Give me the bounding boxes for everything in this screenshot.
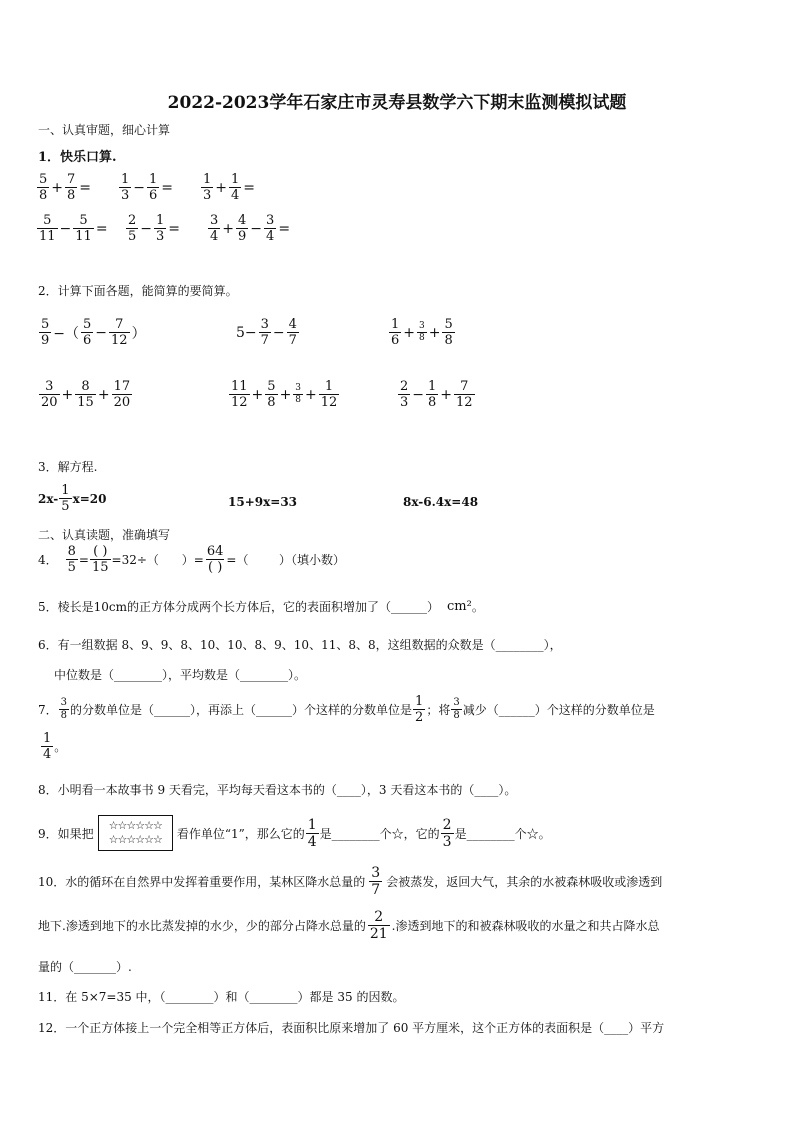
star-icon: ☆☆☆☆☆☆ — [108, 833, 162, 846]
page-title: 2022-2023学年石家庄市灵寿县数学六下期末监测模拟试题 — [167, 93, 627, 113]
q1-item-5: $\frac{2}{5}$ − $\frac{1}{3}$ = — [128, 213, 181, 244]
q10-line-2: 地下.渗透到地下的水比蒸发掉的水少，少的部分占降水总量的 $\frac{2}{21}$ .渗透到地下的和被森林吸收的水量之和共占降水总 — [38, 909, 660, 942]
q2-expr-3: $\frac{1}{6}$ + $\frac{3}{8}$ + $\frac{5}{8}$ — [391, 317, 453, 348]
fraction: $\frac{5}{8}$ — [39, 172, 48, 203]
q1-label: 1．快乐口算. — [38, 150, 117, 165]
q2-expr-4: $\frac{3}{20}$ + $\frac{8}{15}$ + $\frac{17}{20}$ — [41, 379, 131, 410]
q3-equation-1: 2x- $\frac{1}{5}$ x=20 — [38, 483, 107, 514]
q6-line-2: 中位数是（________），平均数是（________）。 — [54, 668, 307, 682]
q9: 9．如果把 ☆☆☆☆☆☆ ☆☆☆☆☆☆ 看作单位“1”，那么它的 $\frac{1}{4}$ 是________个☆，它的 $\frac{2}{3}$ 是________个☆。 — [38, 816, 551, 850]
q1-item-4: $\frac{5}{11}$ − $\frac{5}{11}$ = — [39, 213, 108, 244]
q8: 8．小明看一本故事书 9 天看完，平均每天看这本书的（____），3 天看这本书的（____）。 — [38, 783, 517, 797]
q4: 4． $\frac{8}{5}$ = $\frac{( )}{15}$ =32÷（ ）= $\frac{64}{( )}$ =（ ）（填小数） — [38, 544, 345, 575]
q6-line-1: 6．有一组数据 8、9、9、8、10、10、8、9、10、11、8、8，这组数据的众数是（________）， — [38, 638, 562, 652]
q7-line-2: $\frac{1}{4}$ 。 — [43, 731, 67, 762]
q10-line-3: 量的（_______）. — [38, 960, 132, 974]
q2-expr-2: 5− $\frac{3}{7}$ − $\frac{4}{7}$ — [236, 317, 297, 348]
q2-expr-1: $\frac{5}{9}$ −（ $\frac{5}{6}$ − $\frac{7}{12}$ ） — [41, 317, 146, 348]
q7-line-1: 7． $\frac{3}{8}$ 的分数单位是（______），再添上（______）个这样的分数单位是 $\frac{1}{2}$ ；将 $\frac{3}{8}$ 减少（______）个这样的分数单位是 — [38, 694, 655, 725]
star-box — [98, 815, 173, 851]
q3-label: 3．解方程. — [38, 460, 98, 474]
section-1-heading: 一、认真审题，细心计算 — [38, 123, 171, 137]
section-2-heading: 二、认真读题，准确填写 — [38, 528, 171, 542]
q2-expr-5: $\frac{11}{12}$ + $\frac{5}{8}$ + $\frac{3}{8}$ + $\frac{1}{12}$ — [231, 379, 338, 410]
star-icon: ☆☆☆☆☆☆ — [108, 819, 162, 832]
q5: 5．棱长是10cm的正方体分成两个长方体后，它的表面积增加了（______） cm² 。 — [38, 599, 484, 614]
q12: 12．一个正方体接上一个完全相等正方体后，表面积比原来增加了 60 平方厘米，这个正方体的表面积是（____）平方 — [38, 1021, 665, 1035]
fraction: $\frac{7}{8}$ — [67, 172, 76, 203]
q1-item-6: $\frac{3}{4}$ + $\frac{4}{9}$ − $\frac{3}{4}$ = — [210, 213, 291, 244]
q11: 11．在 5×7=35 中，（________）和（________）都是 35 的因数。 — [38, 990, 405, 1004]
q1-item-2: $\frac{1}{3}$ − $\frac{1}{6}$ = — [121, 172, 174, 203]
q2-expr-6: $\frac{2}{3}$ − $\frac{1}{8}$ + $\frac{7}{12}$ — [400, 379, 473, 410]
q1-item-1: $\frac{5}{8}$ + $\frac{7}{8}$ = — [39, 172, 92, 203]
q10-line-1: 10．水的循环在自然界中发挥着重要作用，某林区降水总量的 $\frac{3}{7}$ 会被蒸发，返回大气，其余的水被森林吸收或渗透到 — [38, 865, 663, 898]
q1-item-3: $\frac{1}{3}$ + $\frac{1}{4}$ = — [203, 172, 256, 203]
q3-equation-2: 15+9x=33 — [228, 495, 298, 509]
q2-label: 2．计算下面各题，能简算的要简算。 — [38, 284, 238, 298]
q3-equation-3: 8x-6.4x=48 — [403, 495, 479, 509]
